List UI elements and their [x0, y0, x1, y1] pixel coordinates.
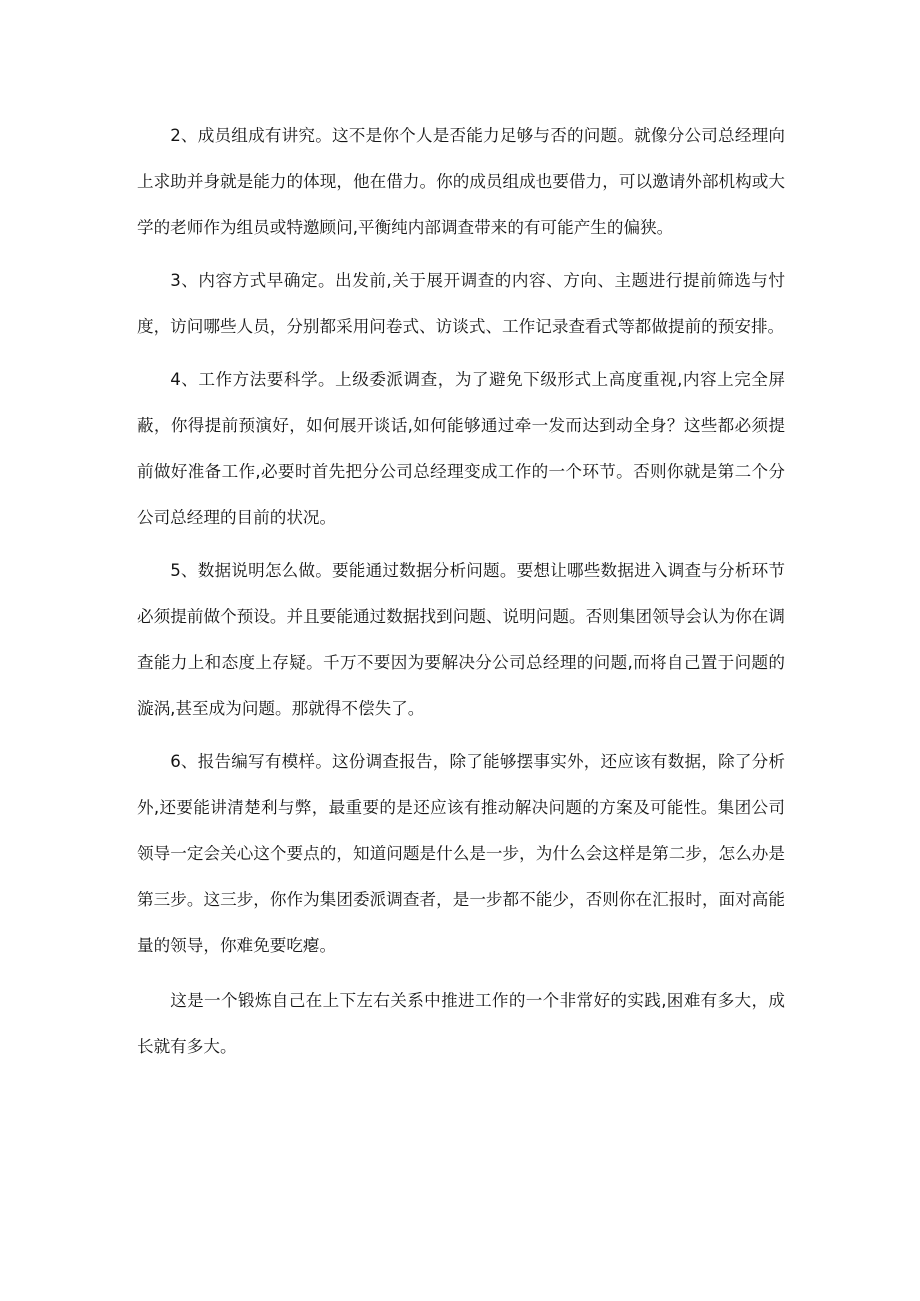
paragraph-item-6: 6、报告编写有模样。这份调查报告，除了能够摆事实外，还应该有数据，除了分析外,还要能讲清楚利与弊，最重要的是还应该有推动解决问题的方案及可能性。集团公司领导一定会关心这个要点的，知道问题是什么是一步，为什么会这样是第二步，怎么办是第三步。这三步，你作为集团委派调查者，是一步都不能少，否则你在汇报时，面对高能量的领导，你难免要吃瘪。: [137, 752, 785, 955]
closing-paragraph: 这是一个锻炼自己在上下左右关系中推进工作的一个非常好的实践,困难有多大，成长就有多大。: [137, 991, 785, 1056]
paragraph-item-4: 4、工作方法要科学。上级委派调查，为了避免下级形式上高度重视,内容上完全屏蔽，你得提前预演好，如何展开谈话,如何能够通过牵一发而达到动全身？这些都必须提前做好准备工作,必要时首先把分公司总经理变成工作的一个环节。否则你就是第二个分公司总经理的目前的状况。: [137, 370, 785, 527]
paragraph-item-2: 2、成员组成有讲究。这不是你个人是否能力足够与否的问题。就像分公司总经理向上求助并身就是能力的体现，他在借力。你的成员组成也要借力，可以邀请外部机构或大学的老师作为组员或特邀顾问,平衡纯内部调查带来的有可能产生的偏狭。: [137, 126, 785, 237]
paragraph-item-3: 3、内容方式早确定。出发前,关于展开调查的内容、方向、主题进行提前筛选与忖度，访问哪些人员，分别都采用问卷式、访谈式、工作记录查看式等都做提前的预安排。: [137, 271, 785, 336]
paragraph-item-5: 5、数据说明怎么做。要能通过数据分析问题。要想让哪些数据进入调查与分析环节必须提前做个预设。并且要能通过数据找到问题、说明问题。否则集团领导会认为你在调查能力上和态度上存疑。千万不要因为要解决分公司总经理的问题,而将自己置于问题的漩涡,甚至成为问题。那就得不偿失了。: [137, 561, 785, 718]
document-body: [137, 113, 785, 1077]
